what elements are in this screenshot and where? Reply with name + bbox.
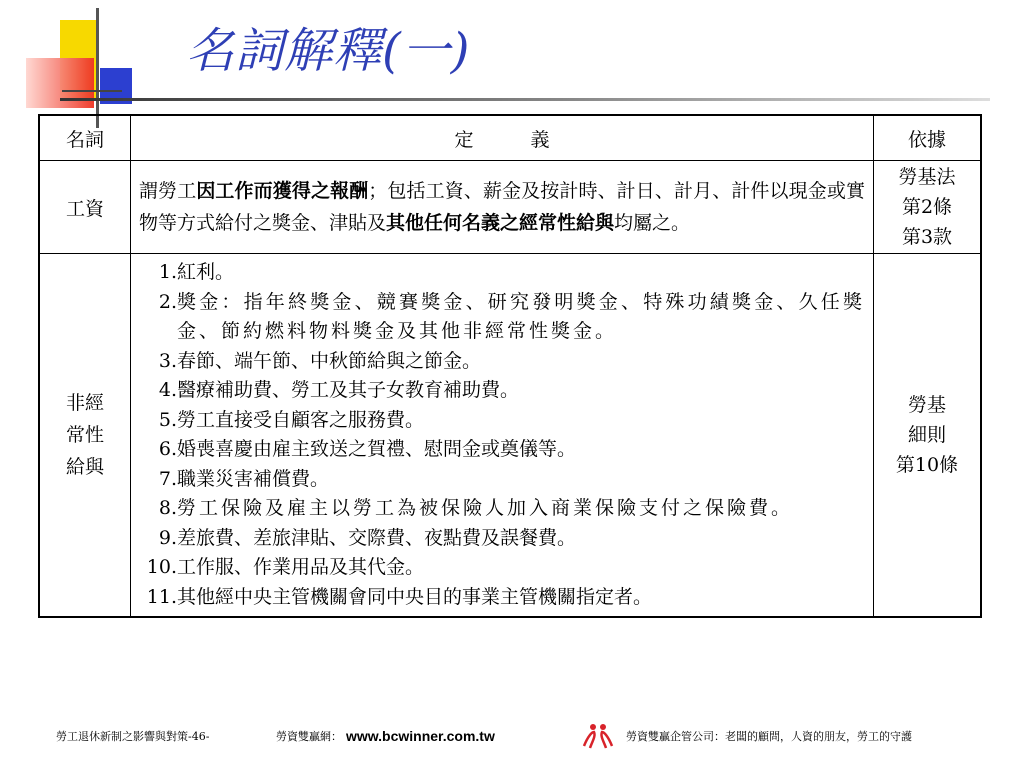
item-text: 其他經中央主管機關會同中央目的事業主管機關指定者。 (177, 585, 653, 608)
list-item (139, 406, 865, 436)
item-text: 婚喪喜慶由雇主致送之賀禮、慰問金或奠儀等。 (177, 438, 577, 460)
item-text: 獎金：指年終獎金、競賽獎金、研究發明獎金、特殊功績獎金、久任獎金、節約燃料物料獎金及其他非經常性獎金。 (177, 290, 865, 342)
nonregular-list (139, 258, 865, 612)
slide-footer (0, 722, 1024, 750)
item-text: 工作服、作業用品及其代金。 (177, 556, 425, 578)
list-item (139, 465, 865, 495)
list-item (139, 583, 865, 613)
item-number: 7. (158, 467, 177, 490)
term-line: 常性 (65, 424, 104, 446)
two-figures-logo-icon (580, 722, 616, 750)
basis-line: 勞基法 (898, 166, 956, 188)
term-line: 非經 (65, 392, 104, 414)
footer-site (276, 728, 495, 744)
header-term: 名詞 (39, 115, 131, 161)
basis-line: 第2條 (901, 196, 953, 218)
decor-vertical-line (96, 8, 99, 128)
wage-def-bold-2: 其他任何名義之經常性給與 (386, 212, 615, 234)
basis-line: 細則 (907, 424, 946, 446)
footer-url-link[interactable]: www.bcwinner.com.tw (346, 728, 495, 744)
item-number: 1. (158, 261, 177, 283)
item-number: 11. (146, 585, 177, 608)
item-text: 差旅費、差旅津貼、交際費、夜點費及誤餐費。 (177, 526, 577, 549)
term-nonregular (39, 254, 131, 618)
table-header-row (39, 115, 981, 161)
list-item (139, 288, 865, 347)
footer-tagline: 勞資雙贏企管公司：老闆的顧問，人資的朋友，勞工的守護 (626, 730, 912, 743)
basis-wage (874, 161, 982, 254)
slide-title: 名詞解釋(一) (186, 23, 471, 79)
list-item (139, 524, 865, 554)
header-definition: 定 義 (131, 115, 874, 161)
decor-short-line (62, 90, 122, 92)
item-text: 職業災害補償費。 (177, 467, 330, 490)
basis-nonregular (874, 254, 982, 618)
item-number: 8. (158, 497, 177, 519)
item-number: 4. (158, 379, 177, 401)
wage-def-text-3: 均屬之。 (614, 212, 691, 234)
wage-def-bold-1: 因工作而獲得之報酬 (196, 180, 369, 202)
item-number: 9. (158, 526, 177, 549)
item-text: 勞工保險及雇主以勞工為被保險人加入商業保險支付之保險費。 (177, 497, 794, 519)
wage-def-text-2: ；包括工資、薪金及按計時、計日、計月、計件以現金或實物等方式給付之獎金、津貼及 (139, 180, 865, 234)
item-number: 5. (158, 408, 177, 431)
item-text: 紅利。 (177, 261, 235, 283)
definition-nonregular (131, 254, 874, 618)
footer-page-label: 勞工退休新制之影響與對策-46- (56, 730, 210, 743)
basis-line: 勞基 (907, 394, 946, 416)
wage-def-text-1: 謂勞工 (139, 180, 197, 202)
list-item (139, 376, 865, 406)
item-number: 3. (158, 349, 177, 372)
table-row-nonregular (39, 254, 981, 618)
basis-line: 第10條 (895, 454, 959, 476)
item-number: 6. (158, 438, 177, 460)
item-number: 2. (158, 290, 177, 313)
list-item (139, 494, 865, 524)
item-number: 10. (146, 556, 177, 578)
table-row-wage (39, 161, 981, 254)
title-underline (60, 98, 990, 101)
footer-site-label: 勞資雙贏網： (276, 730, 342, 743)
term-line: 給與 (65, 456, 104, 478)
definitions-table (38, 114, 982, 618)
list-item (139, 347, 865, 377)
definition-wage (131, 161, 874, 254)
item-text: 春節、端午節、中秋節給與之節金。 (177, 349, 482, 372)
basis-line: 第3款 (901, 226, 953, 248)
item-text: 醫療補助費、勞工及其子女教育補助費。 (177, 379, 520, 401)
list-item (139, 258, 865, 288)
item-text: 勞工直接受自顧客之服務費。 (177, 408, 425, 431)
list-item (139, 553, 865, 583)
header-basis: 依據 (874, 115, 982, 161)
term-wage: 工資 (39, 161, 131, 254)
list-item (139, 435, 865, 465)
